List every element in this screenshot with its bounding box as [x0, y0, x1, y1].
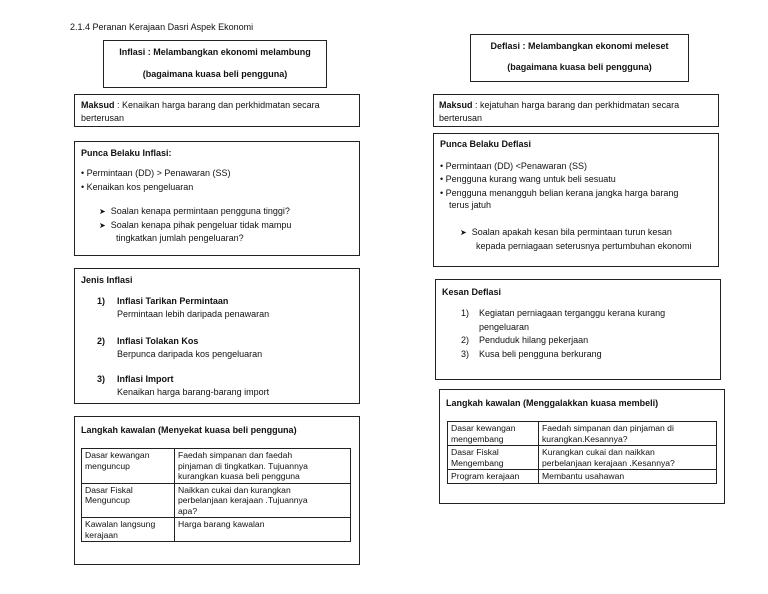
table-row [82, 518, 351, 542]
table-cell: Kurangkan cukai dan naikkan perbelanjaan kerajaan .Kesannya? [539, 446, 717, 470]
inflasi-jenis-box [74, 268, 360, 404]
table-cell: Membantu usahawan [539, 470, 717, 484]
table-row [82, 449, 351, 484]
deflasi-question: ➤ Soalan apakah kesan bila permintaan turun kesan [460, 227, 672, 237]
deflasi-langkah-title: Langkah kawalan (Menggalakkan kuasa membeli) [446, 398, 659, 408]
maksud-label: Maksud [439, 100, 473, 110]
deflasi-question-cont: kepada perniagaan seterusnya pertumbuhan ekonomi [476, 241, 692, 251]
deflasi-header-box [470, 34, 689, 82]
kesan-num: 2) [461, 335, 470, 345]
jenis-item-title: Inflasi Import [117, 374, 174, 384]
inflasi-punca-bullet: • Kenaikan kos pengeluaran [81, 182, 194, 192]
deflasi-punca-bullet-cont: terus jatuh [449, 200, 492, 210]
jenis-num: 1) [97, 296, 106, 306]
section-title: 2.1.4 Peranan Kerajaan Dasri Aspek Ekonomi [70, 22, 254, 32]
maksud-text: : kejatuhan harga barang dan perkhidmatan secara [475, 100, 680, 110]
deflasi-punca-title: Punca Belaku Deflasi [440, 139, 532, 149]
table-cell: Dasar kewangan mengembang [448, 422, 539, 446]
inflasi-maksud-line1 [81, 100, 320, 111]
kesan-item-cont: pengeluaran [479, 322, 530, 332]
table-cell: Program kerajaan [448, 470, 539, 484]
inflasi-punca-title: Punca Belaku Inflasi: [81, 148, 172, 158]
deflasi-punca-box [433, 133, 719, 267]
table-row [448, 422, 717, 446]
inflasi-maksud-box [74, 94, 360, 127]
table-cell: Dasar Fiskal Mengembang [448, 446, 539, 470]
table-cell: Naikkan cukai dan kurangkan perbelanjaan kerajaan .Tujuannya apa? [175, 483, 351, 518]
deflasi-maksud-line2: berterusan [439, 113, 483, 123]
deflasi-punca-bullet: • Pengguna kurang wang untuk beli sesuatu [440, 174, 616, 184]
jenis-num: 2) [97, 336, 106, 346]
deflasi-maksud-line1 [439, 100, 679, 111]
arrow-bullet-icon: ➤ [460, 228, 467, 237]
inflasi-header-subtitle: (bagaimana kuasa beli pengguna) [142, 69, 288, 79]
deflasi-punca-bullet: • Permintaan (DD) <Penawaran (SS) [440, 161, 587, 171]
deflasi-langkah-table [447, 421, 717, 484]
maksud-label: Maksud [81, 100, 115, 110]
inflasi-punca-box [74, 141, 360, 256]
arrow-bullet-icon: ➤ [99, 221, 106, 230]
inflasi-langkah-table [81, 448, 351, 542]
deflasi-header-title: Deflasi : Melambangkan ekonomi meleset [490, 41, 669, 51]
jenis-num: 3) [97, 374, 106, 384]
inflasi-question: ➤ Soalan kenapa pihak pengeluar tidak mampu [99, 220, 292, 230]
inflasi-question-cont: tingkatkan jumlah pengeluaran? [116, 233, 244, 243]
arrow-bullet-icon: ➤ [99, 207, 106, 216]
deflasi-kesan-title: Kesan Deflasi [442, 287, 502, 297]
kesan-item: Kusa beli pengguna berkurang [479, 349, 602, 359]
inflasi-maksud-line2: berterusan [81, 113, 125, 123]
deflasi-header-subtitle: (bagaimana kuasa beli pengguna) [507, 62, 652, 72]
maksud-text: : Kenaikan harga barang dan perkhidmatan secara [117, 100, 320, 110]
deflasi-maksud-box [433, 94, 719, 127]
jenis-item-desc: Kenaikan harga barang-barang import [117, 387, 270, 397]
inflasi-question: ➤ Soalan kenapa permintaan pengguna tinggi? [99, 206, 290, 216]
table-row [82, 483, 351, 518]
inflasi-langkah-title: Langkah kawalan (Menyekat kuasa beli pengguna) [81, 425, 297, 435]
deflasi-kesan-box [435, 279, 721, 380]
inflasi-punca-bullet: • Permintaan (DD) > Penawaran (SS) [81, 168, 231, 178]
table-row [448, 470, 717, 484]
table-cell: Faedah simpanan dan faedah pinjaman di tingkatkan. Tujuannya kurangkan kuasa beli pengguna [175, 449, 351, 484]
jenis-item-desc: Permintaan lebih daripada penawaran [117, 309, 270, 319]
table-cell: Dasar Fiskal Menguncup [82, 483, 175, 518]
inflasi-jenis-title: Jenis Inflasi [81, 275, 133, 285]
table-cell: Dasar kewangan menguncup [82, 449, 175, 484]
jenis-item-title: Inflasi Tolakan Kos [117, 336, 199, 346]
jenis-item-title: Inflasi Tarikan Permintaan [117, 296, 229, 306]
table-cell: Harga barang kawalan [175, 518, 351, 542]
kesan-item: Kegiatan perniagaan terganggu kerana kurang [479, 308, 666, 318]
inflasi-header-title: Inflasi : Melambangkan ekonomi melambung [119, 47, 311, 57]
table-cell: Kawalan langsung kerajaan [82, 518, 175, 542]
inflasi-header-box [103, 40, 327, 88]
deflasi-punca-bullet: • Pengguna menangguh belian kerana jangka harga barang [440, 188, 679, 198]
jenis-item-desc: Berpunca daripada kos pengeluaran [117, 349, 263, 359]
kesan-num: 1) [461, 308, 470, 318]
kesan-item: Penduduk hilang pekerjaan [479, 335, 589, 345]
table-cell: Faedah simpanan dan pinjaman di kurangkan.Kesannya? [539, 422, 717, 446]
table-row [448, 446, 717, 470]
kesan-num: 3) [461, 349, 470, 359]
